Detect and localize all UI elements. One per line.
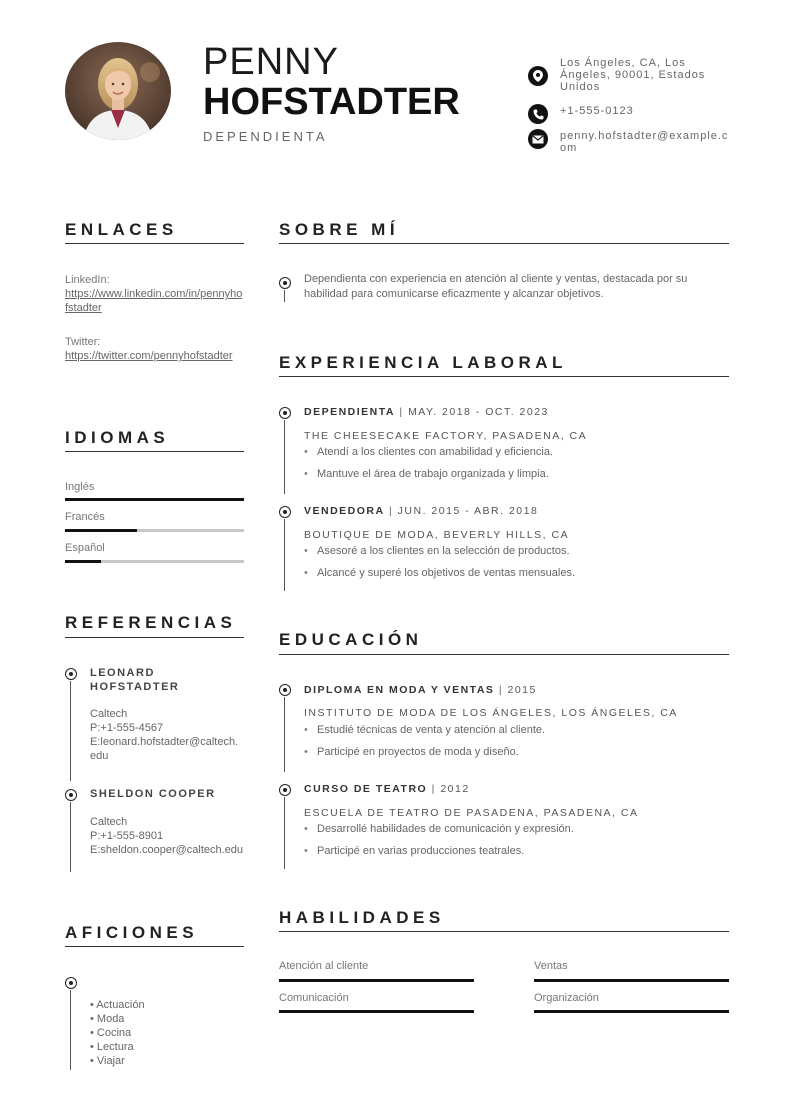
experience-timeline-dot	[279, 506, 291, 518]
experience-timeline-line	[284, 519, 285, 591]
resume-header	[0, 0, 794, 190]
contact-phone	[528, 104, 735, 124]
experience-bullet: • Asesoré a los clientes en la selección de productos.	[304, 544, 570, 558]
links-divider	[65, 243, 244, 244]
skills-divider	[279, 931, 729, 932]
education-heading: DIPLOMA EN MODA Y VENTAS | 2015	[304, 684, 537, 696]
profile-photo	[65, 42, 171, 140]
about-timeline-line	[284, 290, 285, 302]
education-timeline-line	[284, 797, 285, 869]
education-timeline-line	[284, 697, 285, 772]
experience-role: DEPENDIENTA	[304, 406, 395, 418]
skill-bar	[279, 1010, 474, 1013]
experience-heading: DEPENDIENTA | MAY. 2018 - OCT. 2023	[304, 406, 549, 418]
twitter-label: Twitter:	[65, 336, 101, 348]
twitter-link[interactable]: https://twitter.com/pennyhofstadter	[65, 350, 233, 362]
reference-name: LEONARD HOFSTADTER	[90, 667, 180, 693]
language-level-spanish	[65, 560, 101, 563]
education-dates: 2015	[507, 684, 537, 696]
skill-name: Comunicación	[279, 992, 349, 1004]
language-name-french: Francés	[65, 511, 105, 523]
languages-divider	[65, 451, 244, 452]
language-name-spanish: Español	[65, 542, 105, 554]
languages-section-title: IDIOMAS	[65, 428, 170, 447]
email-text: penny.hofstadter@example.com	[560, 130, 729, 154]
experience-role: VENDEDORA	[304, 505, 385, 517]
profile-photo-illustration	[65, 42, 171, 140]
about-divider	[279, 243, 729, 244]
hobbies-timeline-line	[70, 990, 71, 1070]
hobby-item: • Lectura	[90, 1041, 134, 1053]
references-section-title: REFERENCIAS	[65, 613, 237, 632]
skill-bar	[534, 1010, 729, 1013]
education-degree: CURSO DE TEATRO	[304, 783, 428, 795]
experience-dates: MAY. 2018 - OCT. 2023	[408, 406, 549, 418]
reference-email: E:sheldon.cooper@caltech.edu	[90, 844, 244, 856]
education-section-title: EDUCACIÓN	[279, 630, 423, 649]
reference-timeline-dot	[65, 668, 77, 680]
experience-organization: THE CHEESECAKE FACTORY, PASADENA, CA	[304, 430, 588, 442]
experience-heading: VENDEDORA | JUN. 2015 - ABR. 2018	[304, 505, 539, 517]
experience-bullet: • Alcancé y superé los objetivos de ventas mensuales.	[304, 566, 575, 580]
experience-organization: BOUTIQUE DE MODA, BEVERLY HILLS, CA	[304, 529, 570, 541]
language-name-english: Inglés	[65, 481, 95, 493]
experience-dates: JUN. 2015 - ABR. 2018	[397, 505, 539, 517]
reference-timeline-dot	[65, 789, 77, 801]
reference-timeline-line	[70, 802, 71, 872]
linkedin-link[interactable]: https://www.linkedin.com/in/pennyhofstadter	[65, 288, 243, 314]
skill-bar	[534, 979, 729, 982]
education-timeline-dot	[279, 784, 291, 796]
education-heading: CURSO DE TEATRO | 2012	[304, 783, 470, 795]
language-bar-french	[65, 529, 244, 532]
education-bullet: • Participé en varias producciones teatrales.	[304, 844, 524, 858]
education-bullet: • Desarrollé habilidades de comunicación y expresión.	[304, 822, 574, 836]
hobby-item: • Moda	[90, 1013, 125, 1025]
language-bar-spanish	[65, 560, 244, 563]
links-section-title: ENLACES	[65, 220, 178, 239]
education-timeline-dot	[279, 684, 291, 696]
hobby-item: • Viajar	[90, 1055, 125, 1067]
skill-bar	[279, 979, 474, 982]
reference-company: Caltech	[90, 708, 128, 720]
education-bullet: • Participé en proyectos de moda y diseño.	[304, 745, 519, 759]
last-name: HOFSTADTER	[203, 81, 460, 123]
location-pin-icon	[528, 66, 548, 86]
experience-section-title: EXPERIENCIA LABORAL	[279, 353, 567, 372]
first-name: PENNY	[203, 41, 339, 83]
envelope-icon	[528, 129, 548, 149]
education-divider	[279, 654, 729, 655]
language-level-french	[65, 529, 137, 532]
education-institution: ESCUELA DE TEATRO DE PASADENA, PASADENA, CA	[304, 807, 639, 819]
education-institution: INSTITUTO DE MODA DE LOS ÁNGELES, LOS ÁNGELES, CA	[304, 707, 678, 719]
experience-divider	[279, 376, 729, 377]
reference-email: E:leonard.hofstadter@caltech.edu	[90, 736, 239, 762]
hobby-item: • Actuación	[90, 999, 145, 1011]
experience-timeline-line	[284, 420, 285, 494]
job-title: DEPENDIENTA	[203, 129, 328, 144]
reference-timeline-line	[70, 681, 71, 781]
phone-text: +1-555-0123	[560, 105, 634, 117]
skill-name: Organización	[534, 992, 599, 1004]
reference-phone: P:+1-555-4567	[90, 722, 164, 734]
reference-company: Caltech	[90, 816, 128, 828]
about-section-title: SOBRE MÍ	[279, 220, 400, 239]
about-timeline-dot	[279, 277, 291, 289]
skill-name: Ventas	[534, 960, 568, 972]
reference-phone: P:+1-555-8901	[90, 830, 164, 842]
experience-timeline-dot	[279, 407, 291, 419]
about-text: Dependienta con experiencia en atención al cliente y ventas, destacada por su habilidad para comunicarse eficazmente y alcanzar objetivos.	[304, 273, 688, 300]
education-bullet: • Estudié técnicas de venta y atención al cliente.	[304, 723, 545, 737]
hobby-item: • Cocina	[90, 1027, 132, 1039]
education-degree: DIPLOMA EN MODA Y VENTAS	[304, 684, 495, 696]
address-text: Los Ángeles, CA, Los Ángeles, 90001, Estados Unidos	[560, 57, 706, 93]
phone-icon	[528, 104, 548, 124]
language-bar-english	[65, 498, 244, 501]
linkedin-label: LinkedIn:	[65, 274, 110, 286]
experience-bullet: • Mantuve el área de trabajo organizada y limpia.	[304, 467, 549, 481]
hobbies-timeline-dot	[65, 977, 77, 989]
skill-name: Atención al cliente	[279, 960, 369, 972]
contact-address	[528, 57, 735, 93]
reference-name: SHELDON COOPER	[90, 788, 216, 800]
education-dates: 2012	[440, 783, 470, 795]
skills-section-title: HABILIDADES	[279, 908, 445, 927]
experience-bullet: • Atendí a los clientes con amabilidad y eficiencia.	[304, 445, 553, 459]
references-divider	[65, 637, 244, 638]
contact-email	[528, 129, 735, 154]
language-level-english	[65, 498, 244, 501]
hobbies-section-title: AFICIONES	[65, 923, 199, 942]
hobbies-divider	[65, 946, 244, 947]
